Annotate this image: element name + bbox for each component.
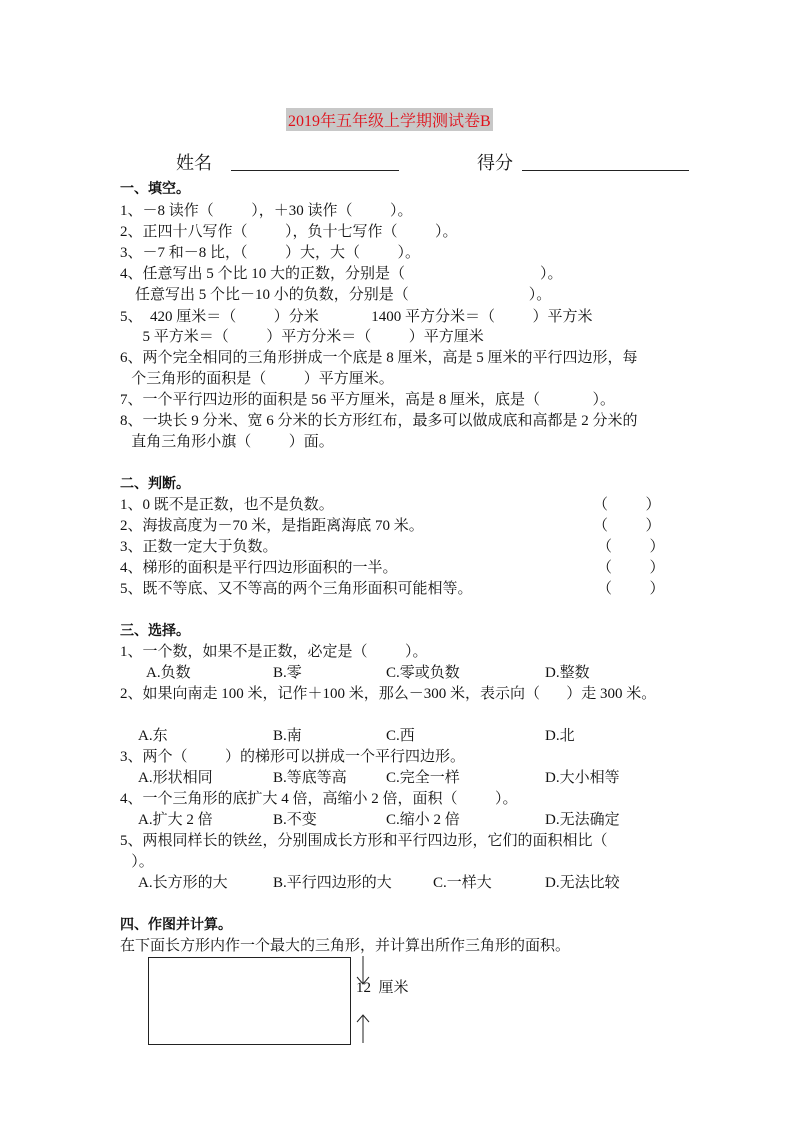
drawing-rectangle: [148, 957, 351, 1045]
choice-option: B.等底等高: [273, 770, 347, 786]
answer-parentheses: （ ）: [597, 560, 665, 576]
section-heading: 三、选择。: [120, 623, 190, 639]
question-line: 任意写出 5 个比－10 小的负数，分别是（ ）。: [120, 287, 552, 303]
choice-option: B.平行四边形的大: [273, 875, 392, 891]
answer-parentheses: （ ）: [593, 518, 661, 534]
question-line: 个三角形的面积是（ ）平方厘米。: [120, 371, 394, 387]
answer-parentheses: （ ）: [593, 497, 661, 513]
dimension-label: 12 厘米: [356, 980, 409, 996]
judgement-item: 2、海拔高度为－70 米，是指距离海底 70 米。: [120, 518, 424, 534]
choice-option: B.南: [273, 728, 302, 744]
choice-option: A.东: [138, 728, 168, 744]
choice-option: A.形状相同: [138, 770, 213, 786]
question-line: 4、任意写出 5 个比 10 大的正数，分别是（ ）。: [120, 266, 563, 282]
question-line: 8、一块长 9 分米、宽 6 分米的长方形红布，最多可以做成底和高都是 2 分米的: [120, 413, 638, 429]
choice-option: A.长方形的大: [138, 875, 228, 891]
choice-question: 3、两个（ ）的梯形可以拼成一个平行四边形。: [120, 749, 466, 765]
choice-option: C.一样大: [433, 875, 492, 891]
judgement-item: 5、既不等底、又不等高的两个三角形面积可能相等。: [120, 581, 473, 597]
question-line: 1、－8 读作（ ），＋30 读作（ ）。: [120, 203, 413, 219]
judgement-item: 3、正数一定大于负数。: [120, 539, 278, 555]
name-blank[interactable]: [231, 170, 399, 171]
choice-option: A.扩大 2 倍: [138, 812, 213, 828]
section-heading: 一、填空。: [120, 181, 190, 197]
choice-option: B.不变: [273, 812, 317, 828]
choice-option: B.零: [273, 665, 302, 681]
choice-option: D.大小相等: [545, 770, 620, 786]
answer-parentheses: （ ）: [597, 539, 665, 555]
arrow-up-icon: [356, 1013, 370, 1043]
choice-question: 2、如果向南走 100 米，记作＋100 米，那么－300 米，表示向（ ）走 300 米。: [120, 686, 657, 702]
choice-question: ）。: [120, 854, 154, 870]
score-label: 得分: [477, 153, 513, 174]
judgement-item: 4、梯形的面积是平行四边形面积的一半。: [120, 560, 398, 576]
name-label: 姓名: [176, 153, 212, 174]
choice-option: C.完全一样: [386, 770, 460, 786]
choice-question: 4、一个三角形的底扩大 4 倍，高缩小 2 倍，面积（ ）。: [120, 791, 518, 807]
judgement-item: 1、0 既不是正数，也不是负数。: [120, 497, 334, 513]
question-line: 5、 420 厘米＝（ ）分米 1400 平方分米＝（ ）平方米: [120, 309, 593, 325]
choice-option: D.无法确定: [545, 812, 620, 828]
question-line: 7、一个平行四边形的面积是 56 平方厘米，高是 8 厘米，底是（ ）。: [120, 392, 616, 408]
question-line: 5 平方米＝（ ）平方分米＝（ ）平方厘米: [120, 329, 484, 345]
section-heading: 二、判断。: [120, 476, 190, 492]
choice-option: D.无法比较: [545, 875, 620, 891]
section-heading: 四、作图并计算。: [120, 917, 232, 933]
choice-option: D.整数: [545, 665, 590, 681]
choice-question: 1、一个数，如果不是正数，必定是（ ）。: [120, 644, 428, 660]
choice-option: D.北: [545, 728, 575, 744]
document-title: 2019年五年级上学期测试卷B: [286, 108, 493, 131]
answer-parentheses: （ ）: [597, 581, 665, 597]
choice-option: C.缩小 2 倍: [386, 812, 460, 828]
choice-option: C.西: [386, 728, 415, 744]
choice-option: A.负数: [146, 665, 191, 681]
score-blank[interactable]: [522, 170, 689, 171]
instruction-text: 在下面长方形内作一个最大的三角形，并计算出所作三角形的面积。: [120, 938, 571, 954]
question-line: 直角三角形小旗（ ）面。: [120, 434, 334, 450]
question-line: 6、两个完全相同的三角形拼成一个底是 8 厘米，高是 5 厘米的平行四边形，每: [120, 350, 638, 366]
question-line: 2、正四十八写作（ ），负十七写作（ ）。: [120, 224, 458, 240]
choice-question: 5、两根同样长的铁丝，分别围成长方形和平行四边形，它们的面积相比（: [120, 833, 608, 849]
choice-option: C.零或负数: [386, 665, 460, 681]
question-line: 3、－7 和－8 比，（ ）大，大（ ）。: [120, 245, 421, 261]
